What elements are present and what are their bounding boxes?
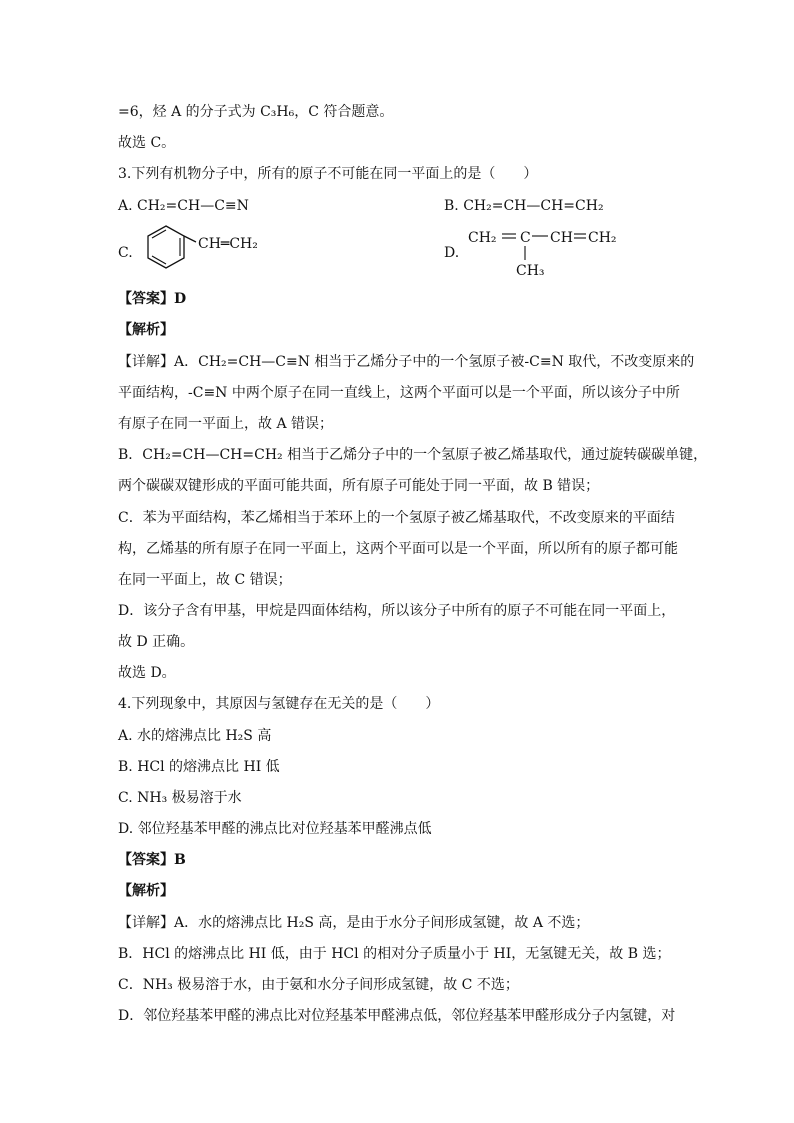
option-a: A. CH₂=CH—C≡N [118,198,249,214]
option-c: C. NH₃ 极易溶于水 [118,790,242,806]
text-line: =6，烃 A 的分子式为 C₃H₆，C 符合题意。 [118,104,394,120]
diene-ch: CH [550,230,573,246]
text-line: D．邻位羟基苯甲醛的沸点比对位羟基苯甲醛沸点低，邻位羟基苯甲醛形成分子内氢键，对 [118,1008,676,1024]
analysis-heading: 【解析】 [118,883,174,899]
question-4-stem: 4.下列现象中，其原因与氢键存在无关的是（ ） [118,696,440,712]
option-c-label: C. [118,245,133,261]
diene-ch2-left: CH₂ [468,230,497,246]
text-line: 构，乙烯基的所有原子在同一平面上，这两个平面可以是一个平面，所以所有的原子都可能 [118,541,678,557]
text-line: C．苯为平面结构，苯乙烯相当于苯环上的一个氢原子被乙烯基取代，不改变原来的平面结 [118,510,675,526]
answer-4: 【答案】B [118,852,186,868]
text-line: B．CH₂=CH—CH=CH₂ 相当于乙烯分子中的一个氢原子被乙烯基取代，通过旋转碳碳单键， [118,447,708,463]
text-line: 有原子在同一平面上，故 A 错误； [118,416,334,432]
methylbutadiene-structure [468,222,628,282]
text-line: 故选 C。 [118,135,176,151]
styrene-vinyl-label: CH═CH₂ [198,236,258,252]
text-line: 故 D 正确。 [118,634,195,650]
option-a: A. 水的熔沸点比 H₂S 高 [118,728,272,744]
text-line: 在同一平面上，故 C 错误； [118,572,292,588]
diene-ch2-right: CH₂ [588,230,617,246]
text-line: 【详解】A．水的熔沸点比 H₂S 高，是由于水分子间形成氢键，故 A 不选； [118,915,590,931]
question-3-stem: 3.下列有机物分子中，所有的原子不可能在同一平面上的是（ ） [118,166,538,182]
diene-ch3: CH₃ [516,263,545,279]
text-line: 两个碳碳双键形成的平面可能共面，所有原子可能处于同一平面，故 B 错误； [118,478,600,494]
text-line: D．该分子含有甲基，甲烷是四面体结构，所以该分子中所有的原子不可能在同一平面上， [118,603,676,619]
diene-c: C [520,230,531,246]
analysis-heading: 【解析】 [118,322,174,338]
option-b: B. HCl 的熔沸点比 HI 低 [118,759,280,775]
option-d: D. 邻位羟基苯甲醛的沸点比对位羟基苯甲醛沸点低 [118,821,432,837]
answer-3: 【答案】D [118,291,187,307]
text-line: 故选 D。 [118,665,176,681]
option-b: B. CH₂=CH—CH=CH₂ [444,198,604,214]
option-d-label: D. [444,245,460,261]
text-line: 【详解】A．CH₂=CH—C≡N 相当于乙烯分子中的一个氢原子被-C≡N 取代，不改变原来的 [118,354,695,370]
text-line: C．NH₃ 极易溶于水，由于氨和水分子间形成氢键，故 C 不选； [118,977,519,993]
text-line: 平面结构，-C≡N 中两个原子在同一直线上，这两个平面可以是一个平面，所以该分子中所 [118,385,680,401]
text-line: B．HCl 的熔沸点比 HI 低，由于 HCl 的相对分子质量小于 HI，无氢键无关，故 B 选； [118,946,671,962]
styrene-structure [138,220,278,280]
